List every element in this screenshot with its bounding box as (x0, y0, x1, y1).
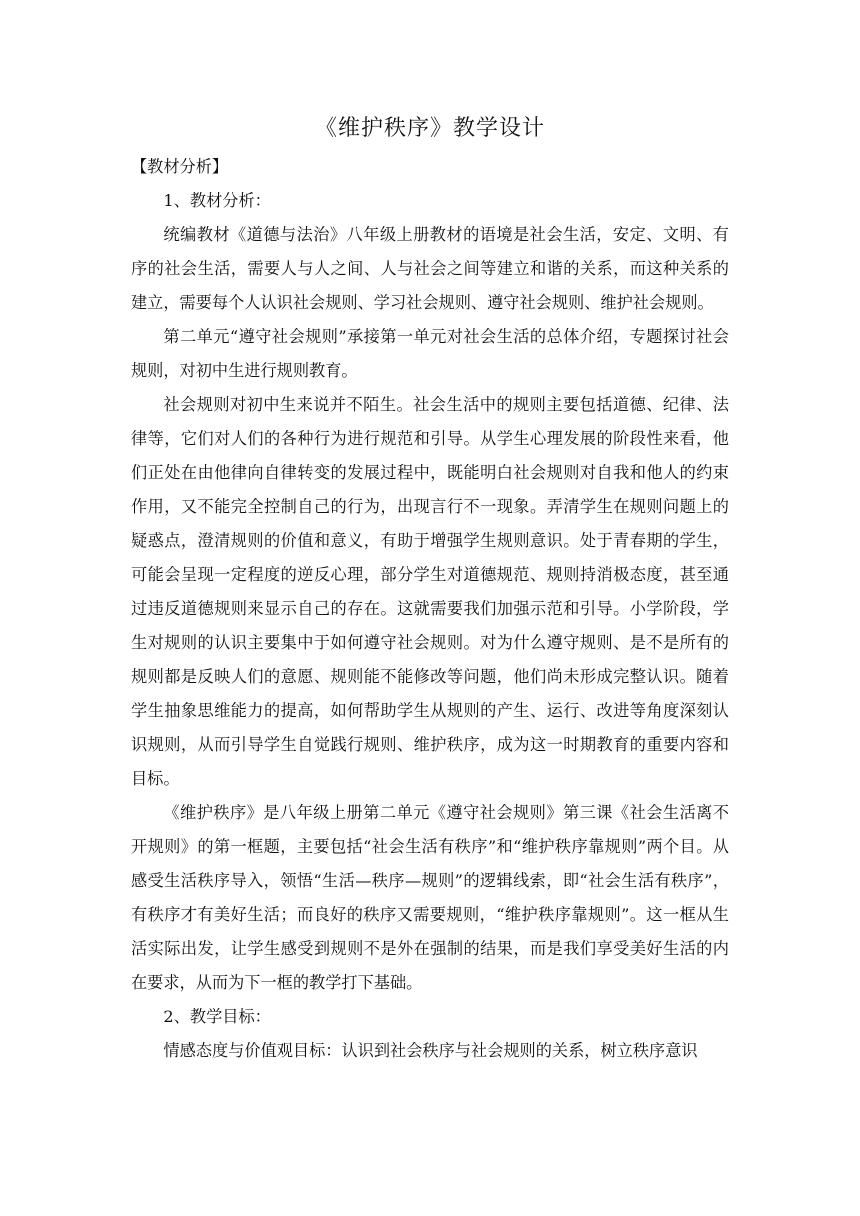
item-heading-teaching-goals: 2、教学目标： (163, 1007, 271, 1026)
item-heading-textbook-analysis: 1、教材分析： (163, 191, 271, 210)
document-body (131, 150, 729, 1068)
document-title: 《维护秩序》教学设计 (314, 116, 545, 141)
paragraph-emotional-goal: 情感态度与价值观目标：认识到社会秩序与社会规则的关系，树立秩序意识 (163, 1041, 698, 1060)
paragraph-unit-two: 第二单元“遵守社会规则”承接第一单元对社会生活的总体介绍，专题探讨社会规则，对初中生进行规则教育。 (131, 327, 729, 380)
paragraph-context: 统编教材《道德与法治》八年级上册教材的语境是社会生活，安定、文明、有序的社会生活，需要人与人之间、人与社会之间等建立和谐的关系，而这种关系的建立，需要每个人认识社会规则、学习社会规则、遵守社会规则、维护社会规则。 (131, 225, 729, 312)
paragraph-lesson-overview: 《维护秩序》是八年级上册第二单元《遵守社会规则》第三课《社会生活离不开规则》的第一框题，主要包括“社会生活有秩序”和“维护秩序靠规则”两个目。从感受生活秩序导入，领悟“生活—秩序—规则”的逻辑线索，即“社会生活有秩序”，有秩序才有美好生活；而良好的秩序又需要规则，“维护秩序靠规则”。这一框从生活实际出发，让学生感受到规则不是外在强制的结果，而是我们享受美好生活的内在要求，从而为下一框的教学打下基础。 (131, 803, 729, 992)
section-heading-textbook-analysis: 【教材分析】 (131, 157, 229, 176)
paragraph-student-analysis: 社会规则对初中生来说并不陌生。社会生活中的规则主要包括道德、纪律、法律等，它们对人们的各种行为进行规范和引导。从学生心理发展的阶段性来看，他们正处在由他律向自律转变的发展过程中，既能明白社会规则对自我和他人的约束作用，又不能完全控制自己的行为，出现言行不一现象。弄清学生在规则问题上的疑惑点，澄清规则的价值和意义，有助于增强学生规则意识。处于青春期的学生，可能会呈现一定程度的逆反心理，部分学生对道德规范、规则持消极态度，甚至通过违反道德规则来显示自己的存在。这就需要我们加强示范和引导。小学阶段，学生对规则的认识主要集中于如何遵守社会规则。对为什么遵守规则、是不是所有的规则都是反映人们的意愿、规则能不能修改等问题，他们尚未形成完整认识。随着学生抽象思维能力的提高，如何帮助学生从规则的产生、运行、改进等角度深刻认识规则，从而引导学生自觉践行规则、维护秩序，成为这一时期教育的重要内容和目标。 (131, 395, 729, 788)
